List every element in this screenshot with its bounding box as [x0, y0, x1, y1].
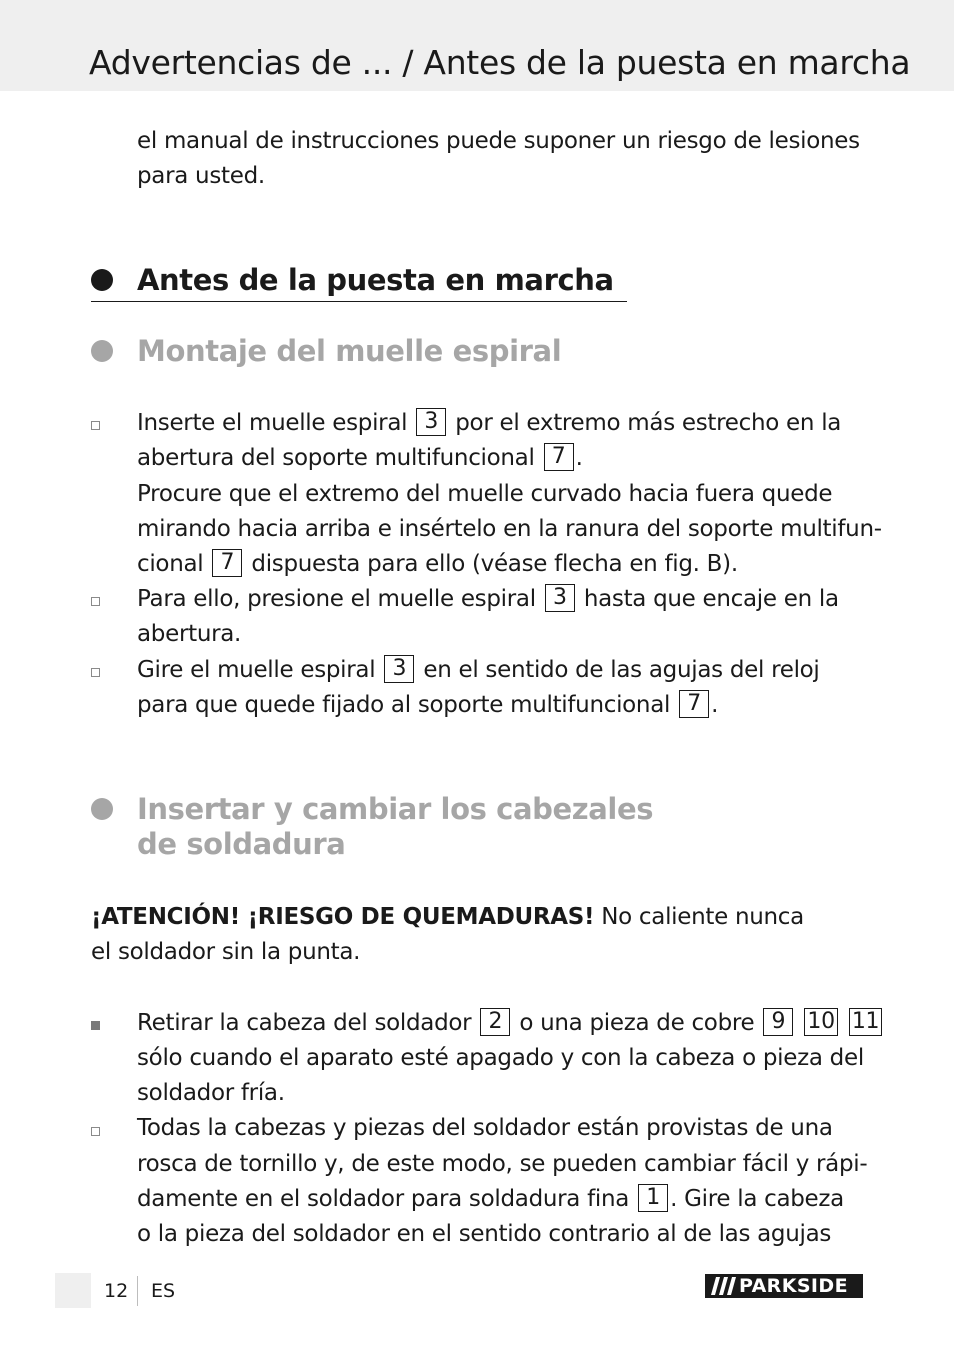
part-reference: 3 — [545, 584, 575, 612]
section-heading-insert-heads-line-2: de soldadura — [137, 827, 346, 861]
square-bullet-icon — [91, 1127, 100, 1136]
part-reference: 9 — [763, 1008, 793, 1036]
footer-page-marker — [55, 1273, 91, 1308]
spring-item-1-line-3 — [137, 477, 832, 512]
spring-item-2-line-2 — [137, 617, 241, 652]
page-number: 12 — [104, 1280, 129, 1302]
text-run: Retirar la cabeza del soldador — [137, 1010, 479, 1036]
text-run: o una pieza de cobre — [512, 1010, 762, 1036]
spring-item-1-line-4 — [137, 512, 882, 547]
part-reference: 7 — [679, 690, 709, 718]
text-run: cional — [137, 551, 211, 578]
section-bullet-icon — [91, 269, 113, 291]
spring-item-1-line-1 — [137, 406, 841, 441]
text-run: para que quede fijado al soporte multifuncional — [137, 692, 678, 719]
part-reference: 7 — [544, 443, 574, 471]
spring-item-1-line-2 — [137, 441, 583, 476]
footer-divider — [137, 1276, 138, 1306]
section-bullet-icon — [91, 340, 113, 362]
filled-square-bullet-icon — [91, 1021, 100, 1030]
text-run: . — [711, 692, 719, 719]
square-bullet-icon — [91, 597, 100, 606]
page-title: Advertencias de ... / Antes de la puesta en marcha — [89, 43, 911, 82]
burn-warning-text: No caliente nunca — [594, 904, 804, 930]
section-bullet-icon — [91, 798, 113, 820]
spring-item-3-line-2 — [137, 688, 718, 723]
text-run: en el sentido de las agujas del reloj — [416, 657, 820, 683]
intro-line-2: para usted. — [137, 163, 265, 189]
text-run: abertura del soporte multifuncional — [137, 445, 542, 472]
burn-warning-caps: ¡ATENCIÓN! ¡RIESGO DE QUEMADURAS! — [91, 904, 595, 930]
text-run: hasta que encaje en la — [576, 586, 839, 612]
part-reference: 10 — [804, 1008, 837, 1036]
text-run: Procure que el extremo del muelle curvado hacia fuera quede — [137, 480, 833, 507]
square-bullet-icon — [91, 421, 100, 430]
text-run: Inserte el muelle espiral — [137, 410, 415, 436]
brand-name: PARKSIDE — [739, 1275, 848, 1297]
heading-underline — [91, 301, 627, 302]
text-run: . — [575, 445, 583, 472]
spring-item-1-line-5 — [137, 547, 738, 582]
intro-line-1: el manual de instrucciones puede suponer un riesgo de lesiones — [137, 128, 860, 154]
text-run: por el extremo más estrecho en la — [448, 410, 842, 436]
text-run: damente en el soldador para soldadura fina — [137, 1186, 637, 1212]
text-run: . Gire la cabeza — [670, 1186, 844, 1212]
heads-item-1-line-2: sólo cuando el aparato esté apagado y con la cabeza o pieza del — [137, 1045, 864, 1071]
burn-warning-line-2: el soldador sin la punta. — [91, 939, 361, 965]
heads-item-2-line-3 — [137, 1182, 844, 1217]
text-run: abertura. — [137, 621, 242, 648]
part-reference: 3 — [416, 408, 446, 436]
text-run: dispuesta para ello (véase flecha en fig. B). — [244, 551, 738, 578]
burn-warning-line-1 — [91, 900, 804, 935]
heads-item-2-line-4: o la pieza del soldador en el sentido contrario al de las agujas — [137, 1221, 832, 1247]
heads-item-2-line-2: rosca de tornillo y, de este modo, se pueden cambiar fácil y rápi- — [137, 1151, 868, 1177]
parkside-logo — [705, 1274, 863, 1298]
section-heading-insert-heads-line-1: Insertar y cambiar los cabezales — [137, 792, 654, 826]
language-code: ES — [151, 1280, 176, 1302]
heads-item-1-line-3: soldador fría. — [137, 1080, 285, 1106]
part-reference: 11 — [849, 1008, 882, 1036]
spring-item-2-line-1 — [137, 582, 839, 617]
heads-item-2-line-1: Todas la cabezas y piezas del soldador están provistas de una — [137, 1115, 833, 1141]
square-bullet-icon — [91, 668, 100, 677]
text-run: mirando hacia arriba e insértelo en la ranura del soporte multifun- — [137, 515, 882, 542]
part-reference: 1 — [638, 1184, 668, 1212]
part-reference: 7 — [212, 549, 242, 577]
text-run: Para ello, presione el muelle espiral — [137, 586, 543, 612]
heads-item-1-line-1 — [137, 1006, 884, 1041]
text-run: Gire el muelle espiral — [137, 657, 383, 683]
logo-stripes-icon — [711, 1277, 737, 1295]
spring-item-3-line-1 — [137, 653, 820, 688]
section-heading-spring-assembly: Montaje del muelle espiral — [137, 334, 562, 368]
part-reference: 3 — [384, 655, 414, 683]
section-heading-before-startup: Antes de la puesta en marcha — [137, 263, 614, 297]
part-reference: 2 — [480, 1008, 510, 1036]
